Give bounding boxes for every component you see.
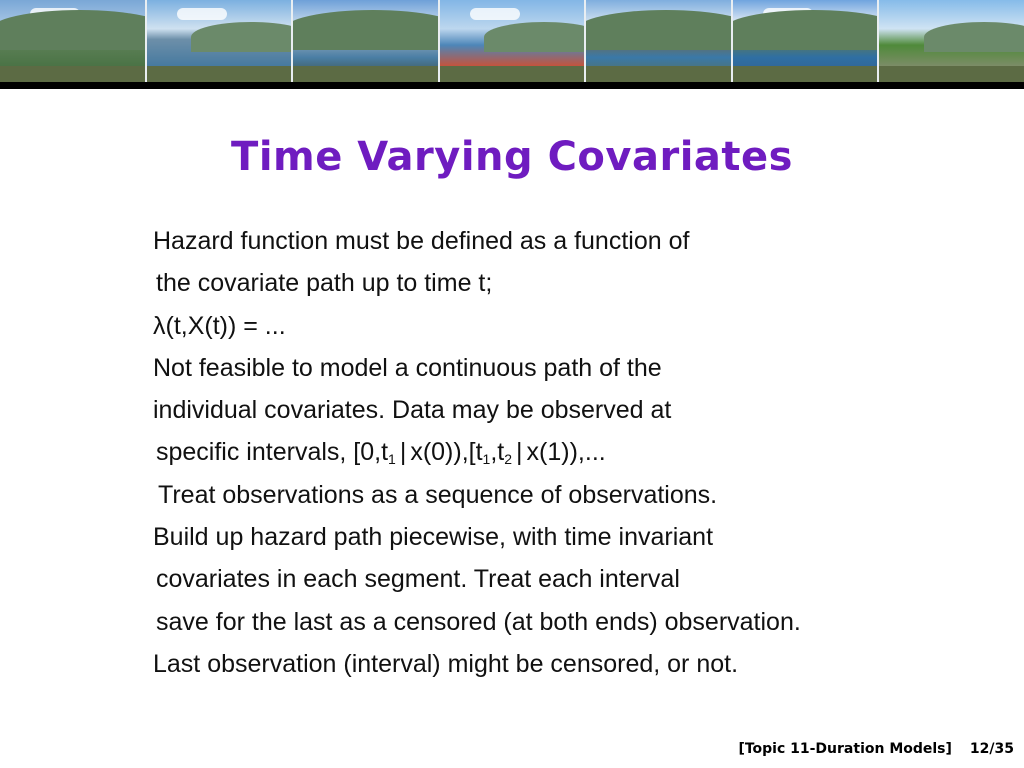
- banner-photo: [440, 0, 587, 82]
- subscript: 1: [388, 451, 396, 468]
- page-number: 12/35: [969, 741, 1014, 757]
- banner-photo: [586, 0, 733, 82]
- body-line: covariates in each segment. Treat each interval: [156, 565, 680, 594]
- formula-text: (t,X(t)) = ...: [165, 311, 286, 340]
- banner-photo: [293, 0, 440, 82]
- body-line: Build up hazard path piecewise, with time invariant: [153, 523, 714, 552]
- footer-topic: [Topic 11-Duration Models]: [738, 741, 952, 757]
- banner-photo: [0, 0, 147, 82]
- body-line: save for the last as a censored (at both ends) observation.: [156, 607, 801, 636]
- slide-footer: [738, 741, 1014, 757]
- body-line: Hazard function must be defined as a function of: [153, 227, 690, 255]
- body-line: the covariate path up to time t;: [156, 269, 493, 298]
- banner-photo: [147, 0, 294, 82]
- intervals-mid: x(0)),[t: [410, 438, 483, 467]
- banner-divider: [0, 82, 1024, 89]
- body-line-intervals: [153, 433, 953, 475]
- header-photo-banner: [0, 0, 1024, 82]
- banner-photo: [879, 0, 1024, 82]
- intervals-comma: ,t: [490, 438, 505, 467]
- intervals-lead: specific intervals, [0,t: [156, 438, 389, 467]
- slide-body: [153, 222, 953, 687]
- body-line-hazard-formula: [153, 307, 953, 349]
- body-line: individual covariates. Data may be observed at: [153, 396, 672, 425]
- body-line: Treat observations as a sequence of observations.: [158, 480, 718, 509]
- subscript: 2: [504, 451, 513, 468]
- body-line: Not feasible to model a continuous path of the: [153, 353, 662, 382]
- body-line: Last observation (interval) might be censored, or not.: [153, 649, 739, 678]
- intervals-end: x(1)),...: [526, 438, 606, 467]
- lambda-symbol: λ: [153, 311, 166, 340]
- conditional-bar: |: [516, 438, 523, 467]
- conditional-bar: |: [399, 438, 407, 467]
- subscript: 1: [482, 451, 491, 468]
- slide-title: Time Varying Covariates: [231, 134, 793, 180]
- banner-photo: [733, 0, 880, 82]
